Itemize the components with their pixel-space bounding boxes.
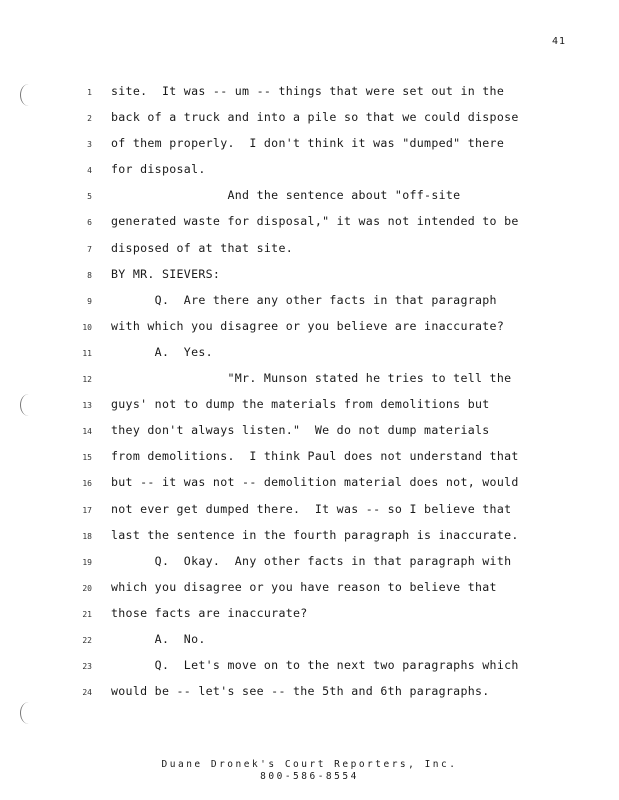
transcript-line	[0, 239, 619, 265]
transcript-line	[0, 447, 619, 473]
line-number: 6	[87, 218, 92, 228]
transcript-line	[0, 421, 619, 447]
line-text: for disposal.	[111, 162, 206, 177]
line-number: 3	[87, 140, 92, 150]
transcript-line	[0, 343, 619, 369]
line-text: disposed of at that site.	[111, 240, 294, 255]
transcript-line	[0, 82, 619, 108]
line-text: they don't always listen." We do not dump materials	[111, 423, 490, 438]
line-number: 22	[82, 635, 92, 645]
transcript-line	[0, 265, 619, 291]
transcript-line	[0, 656, 619, 682]
transcript-body	[0, 82, 619, 708]
line-text: A. No.	[111, 631, 206, 646]
line-text: A. Yes.	[111, 344, 213, 359]
line-number: 2	[87, 114, 92, 124]
line-number: 18	[82, 531, 92, 541]
line-text: Q. Are there any other facts in that paragraph	[111, 292, 497, 307]
page-number: 41	[552, 36, 567, 47]
transcript-line	[0, 682, 619, 708]
transcript-line	[0, 604, 619, 630]
line-number: 23	[82, 662, 92, 672]
line-number: 16	[82, 479, 92, 489]
line-text: site. It was -- um -- things that were set out in the	[111, 84, 505, 98]
transcript-line	[0, 134, 619, 160]
line-text: generated waste for disposal," it was not intended to be	[111, 214, 519, 229]
transcript-line	[0, 500, 619, 526]
transcript-line	[0, 108, 619, 134]
line-number: 1	[87, 88, 92, 97]
transcript-line	[0, 186, 619, 212]
line-text: guys' not to dump the materials from demolitions but	[111, 397, 490, 412]
transcript-line	[0, 552, 619, 578]
line-number: 10	[82, 322, 92, 332]
transcript-line	[0, 578, 619, 604]
transcript-line	[0, 212, 619, 238]
footer-company: Duane Dronek's Court Reporters, Inc.	[161, 759, 458, 770]
transcript-line	[0, 291, 619, 317]
transcript-line	[0, 473, 619, 499]
line-number: 21	[82, 609, 92, 619]
line-text: with which you disagree or you believe are inaccurate?	[111, 318, 505, 333]
line-number: 12	[82, 375, 92, 385]
line-text: Q. Okay. Any other facts in that paragraph with	[111, 553, 512, 568]
line-text: back of a truck and into a pile so that we could dispose	[111, 110, 519, 125]
transcript-line	[0, 630, 619, 656]
line-text: BY MR. SIEVERS:	[111, 266, 221, 281]
line-number: 17	[82, 505, 92, 515]
transcript-line	[0, 526, 619, 552]
line-number: 15	[82, 453, 92, 463]
line-number: 19	[82, 557, 92, 567]
line-number: 8	[87, 270, 92, 280]
line-text: would be -- let's see -- the 5th and 6th paragraphs.	[111, 684, 490, 699]
transcript-line	[0, 369, 619, 395]
line-text: of them properly. I don't think it was "dumped" there	[111, 136, 505, 151]
line-number: 5	[87, 192, 92, 202]
line-text: which you disagree or you have reason to believe that	[111, 579, 497, 594]
line-text: not ever get dumped there. It was -- so I believe that	[111, 501, 512, 516]
transcript-line	[0, 317, 619, 343]
line-number: 4	[87, 166, 92, 176]
line-number: 24	[82, 688, 92, 698]
line-text: but -- it was not -- demolition material does not, would	[111, 475, 519, 490]
line-text: those facts are inaccurate?	[111, 605, 308, 620]
line-number: 11	[82, 348, 92, 358]
line-text: "Mr. Munson stated he tries to tell the	[111, 371, 512, 386]
line-number: 7	[87, 244, 92, 254]
footer-phone: 800-586-8554	[260, 771, 359, 782]
line-number: 14	[82, 427, 92, 437]
line-text: Q. Let's move on to the next two paragraphs which	[111, 658, 519, 673]
line-text: And the sentence about "off-site	[111, 188, 461, 203]
transcript-line	[0, 160, 619, 186]
line-number: 20	[82, 583, 92, 593]
line-number: 9	[87, 296, 92, 306]
page-footer	[0, 759, 619, 783]
line-text: last the sentence in the fourth paragraph is inaccurate.	[111, 527, 519, 542]
transcript-line	[0, 395, 619, 421]
line-text: from demolitions. I think Paul does not understand that	[111, 449, 519, 464]
line-number: 13	[82, 401, 92, 411]
